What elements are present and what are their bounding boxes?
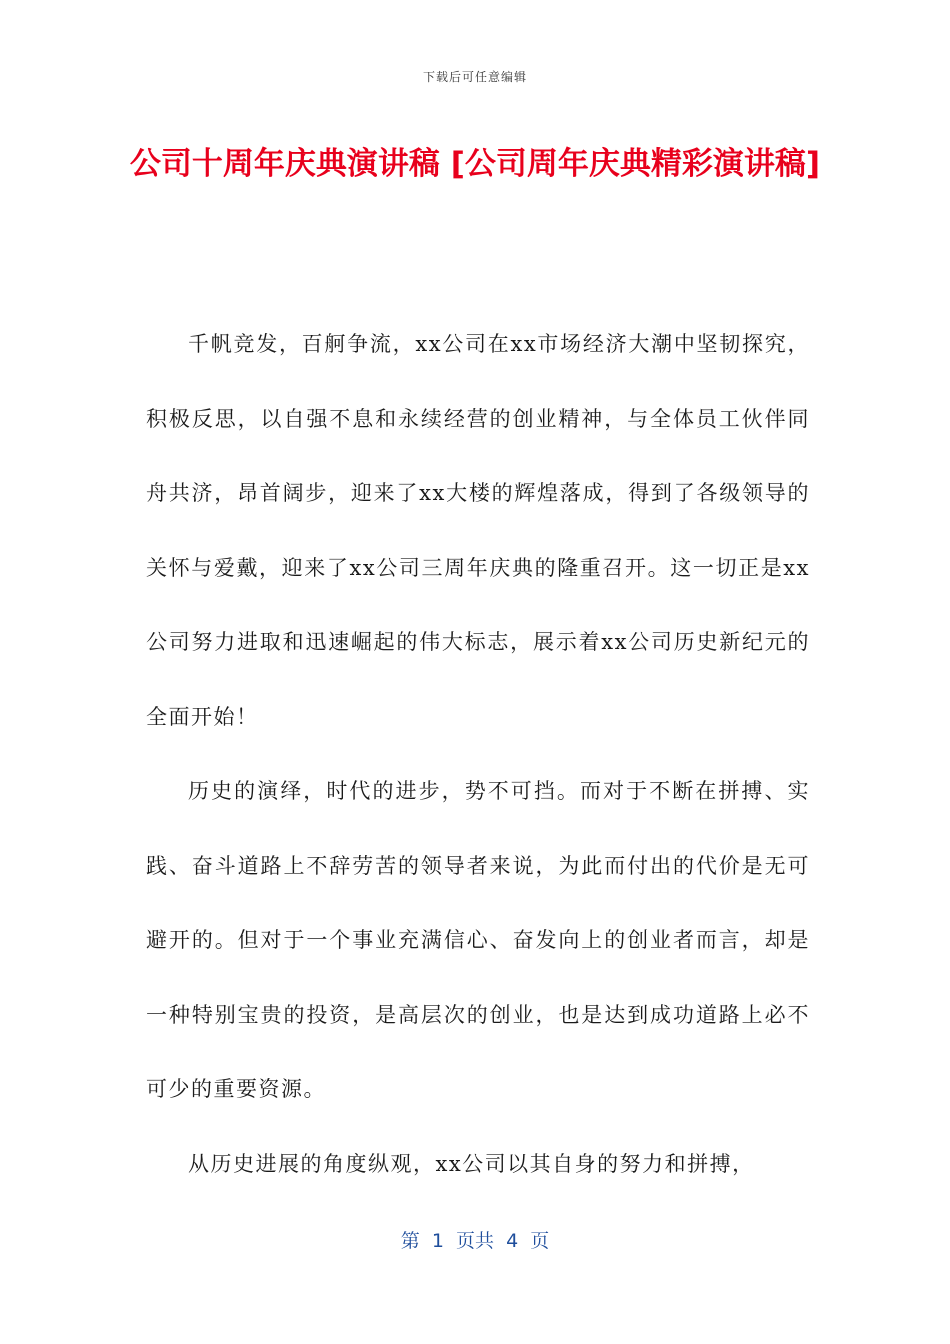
paragraph: 千帆竞发，百舸争流，xx公司在xx市场经济大潮中坚韧探究，积极反思，以自强不息和永续经营的创业精神，与全体员工伙伴同舟共济，昂首阔步，迎来了xx大楼的辉煌落成，得到了各级领导的关怀与爱戴，迎来了xx公司三周年庆典的隆重召开。这一切正是xx公司努力进取和迅速崛起的伟大标志，展示着xx公司历史新纪元的全面开始！ bbox=[146, 332, 810, 729]
document-body bbox=[146, 307, 810, 1201]
page-number-footer: 第 1 页共 4 页 bbox=[400, 1230, 550, 1252]
paragraph: 历史的演绎，时代的进步，势不可挡。而对于不断在拼搏、实践、奋斗道路上不辞劳苦的领导者来说，为此而付出的代价是无可避开的。但对于一个事业充满信心、奋发向上的创业者而言，却是一种特别宝贵的投资，是高层次的创业，也是达到成功道路上必不可少的重要资源。 bbox=[146, 779, 810, 1101]
header-note: 下载后可任意编辑 bbox=[422, 70, 527, 84]
document-title: 公司十周年庆典演讲稿 [公司周年庆典精彩演讲稿] bbox=[129, 146, 821, 182]
paragraph: 从历史进展的角度纵观，xx公司以其自身的努力和拼搏， bbox=[188, 1151, 755, 1176]
